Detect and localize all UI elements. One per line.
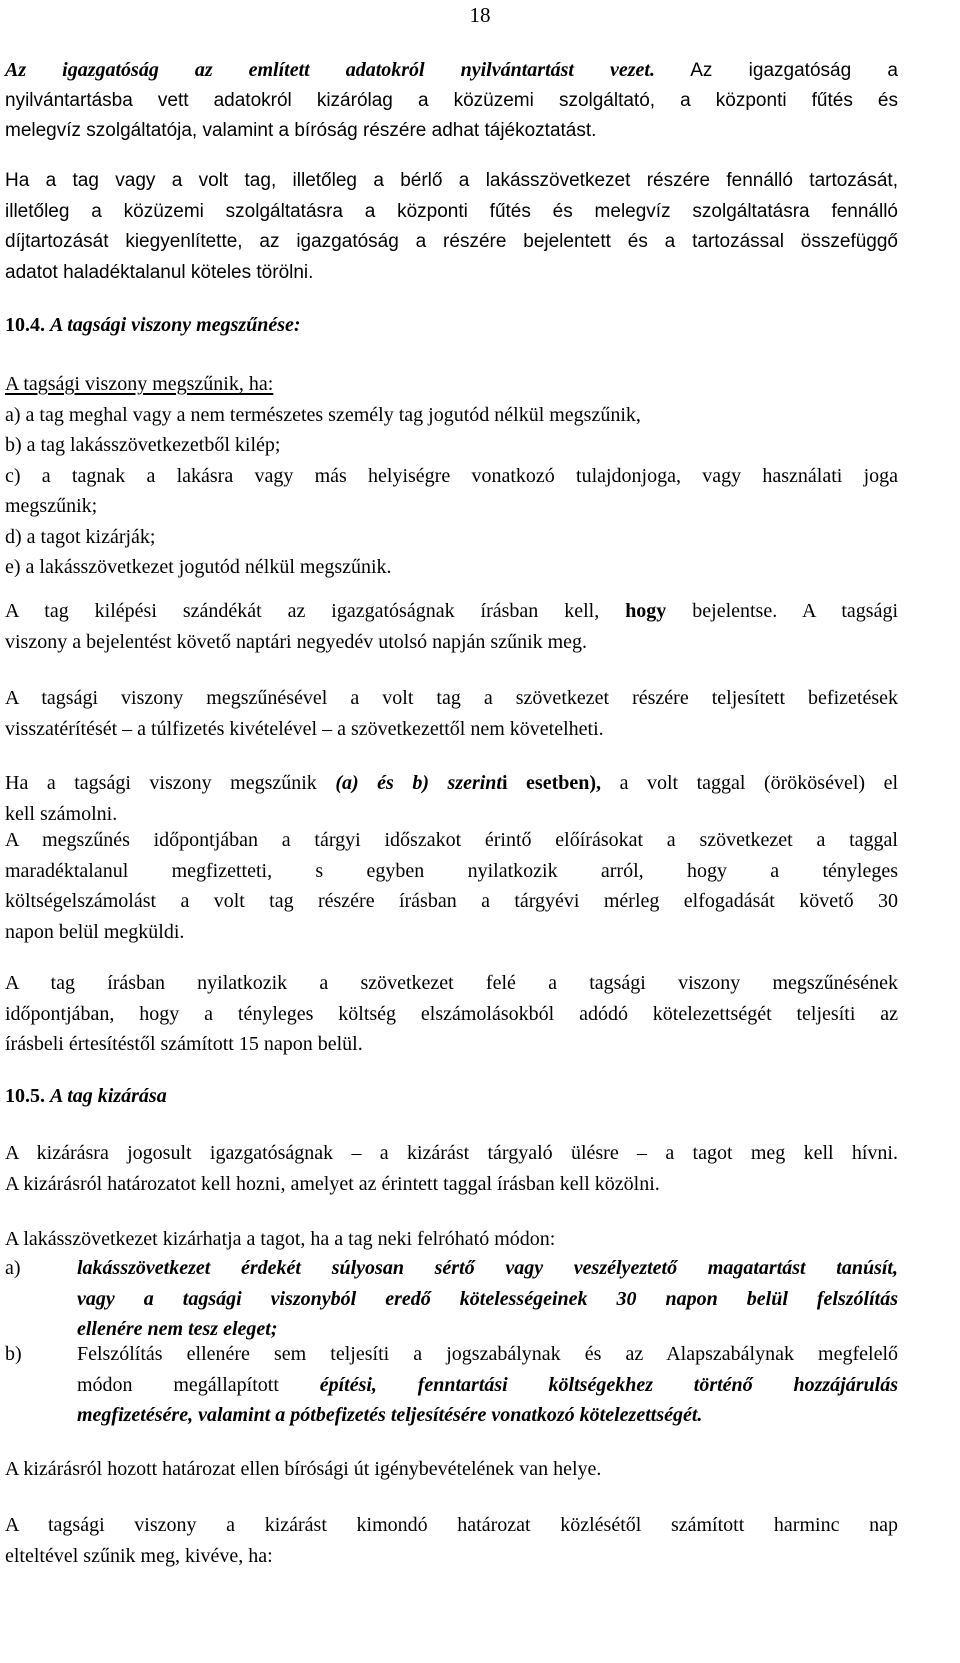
paragraph-legal-remedy: A kizárásról hozott határozat ellen bírósági út igénybevételének van helye. xyxy=(5,1458,602,1480)
paragraph-settlement: Ha a tagsági viszony megszűnik (a) és b) szerinti esetben), a volt taggal (örökösével) el kell számolni. xyxy=(5,772,899,825)
section-heading-10-4 xyxy=(5,310,898,341)
paragraph-exclusion-meeting: A kizárásra jogosult igazgatóságnak – a kizárást tárgyaló ülésre – a tagot meg kell hívni. A kizárásról határozatot kell hozni, amelyet az érintett taggal írásban kell közölni. xyxy=(5,1142,898,1195)
list-item: c) a tagnak a lakásra vagy más helyiségre vonatkozó tulajdonjoga, vagy használati joga xyxy=(5,464,898,487)
section-number: 10.4. xyxy=(5,314,45,336)
list-item: a) a tag meghal vagy a nem természetes személy tag jogutód nélkül megszűnik, xyxy=(5,403,641,426)
document-page: 18 Az igazgatóság az említett adatokról nyilvántartást vezet. Az igazgatóság a nyilvántartásba vett adatokról kizárólag a közüzemi szolgáltató, a központi fűtés és melegvíz szolgáltatója, valamint a bíróság részére adhat tájékoztatást. Ha a tag vagy a volt tag, illetőleg a bérlő a lakásszövetkezet részére fennálló tartozását, illetőleg a közüzemi szolgáltatásra a központi fűtés és melegvíz szolgáltatásra fennálló díjtartozását kiegyenlítette, az igazgatóság a részére bejelentett és a tartozással összefüggő adatot haladéktalanul köteles törölni. 10.4. A tagsági viszony megszűnése: A tagsági viszony megszűnik, ha: a) a tag meghal vagy a nem természetes személy tag jogutód nélkül megszűnik, b) a tag lakásszövetkezetből kilép; c) a tagnak a lakásra vagy más helyiségre vonatkozó tulajdonjoga, vagy használati joga megszűnik; d) a tagot kizárják; e) a lakásszövetkezet jogutód nélkül megszűnik. A tag kilépési szándékát az igazgatóságnak írásban kell, hogy bejelentse. A tagsági viszony a bejelentést követő naptári negyedév utolsó napján szűnik meg. A tagsági viszony megszűnésével a volt tag a szövetkezet részére teljesített befizetések visszatérítését – a túlfizetés kivételével – a szövetkezettől nem követelheti. Ha a tagsági viszony megszűnik (a) és b) szerinti esetben), a volt taggal (örökösével) el kell számolni. A megszűnés időpontjában a tárgyi időszakot érintő előírásokat a szövetkezet a taggal maradéktalanul megfizetteti, s egyben nyilatkozik arról, hogy a tényleges költségelszámolást a volt tag részére írásban a tárgyévi mérleg elfogadását követő 30 napon belül megküldi. A tag írásban nyilatkozik a szövetkezet felé a tagsági viszony megszűnésének időpontjában, hogy a tényleges költség elszámolásokból adódó kötelezettségét teljesíti az írásbeli értesítéstől számított 15 napon belül. 10.5. A tag kizárása A kizárásra jogosult igazgatóságnak – a kizárást tárgyaló ülésre – a tagot meg kell hívni. A kizárásról határozatot kell hozni, amelyet az érintett taggal írásban kell közölni. A lakásszövetkezet kizárhatja a tagot, ha a tag neki felróható módon: a) lakásszövetkezet érdekét súlyosan sértő vagy veszélyeztető magatartást tanúsít, vagy a tagsági viszonyból eredő kötelességeinek 30 napon belül felszólítás ellenére nem tesz eleget; b) Felszólítás ellenére sem teljesíti a jogszabálynak és az Alapszabálynak megfelelő módon megállapított építési, fenntartási költségekhez történő hozzájárulás megfizetésére, valamint a pótbefizetés teljesítésére vonatkozó kötelezettségét. A kizárásról hozott határozat ellen bírósági út igénybevételének van helye. A tagsági viszony a kizárást kimondó határozat közlésétől számított harminc nap elteltével szűnik meg, kivéve, ha: xyxy=(0,0,960,1663)
list-item: e) a lakásszövetkezet jogutód nélkül megszűnik. xyxy=(5,556,392,578)
section-title: A tagsági viszony megszűnése: xyxy=(50,314,301,336)
list-item: d) a tagot kizárják; xyxy=(5,525,156,548)
list-intro: A tagsági viszony megszűnik, ha: xyxy=(5,373,274,395)
paragraph-accounting: A megszűnés időpontjában a tárgyi időszakot érintő előírásokat a szövetkezet a taggal maradéktalanul megfizetteti, s egyben nyilatkozik arról, hogy a tényleges költségelszámolást a volt tag részére írásban a tárgyévi mérleg elfogadását követő 30 napon belül megküldi. xyxy=(5,829,898,943)
list-item-continuation: megszűnik; xyxy=(5,495,98,517)
section-title: A tag kizárása xyxy=(50,1085,167,1107)
page-number: 18 xyxy=(469,3,491,27)
list-item: b) a tag lakásszövetkezetből kilép; xyxy=(5,434,281,456)
paragraph-debt-deletion: Ha a tag vagy a volt tag, illetőleg a bérlő a lakásszövetkezet részére fennálló tartozását, illetőleg a közüzemi szolgáltatásra a központi fűtés és melegvíz szolgáltatásra fennálló díjtartozását kiegyenlítette, az igazgatóság a részére bejelentett és a tartozással összefüggő adatot haladéktalanul köteles törölni. xyxy=(5,170,898,283)
paragraph-declaration: A tag írásban nyilatkozik a szövetkezet felé a tagsági viszony megszűnésének időpontjában, hogy a tényleges költség elszámolásokból adódó kötelezettségét teljesíti az írásbeli értesítéstől számított 15 napon belül. xyxy=(5,972,898,1055)
section-heading-10-5 xyxy=(5,1081,898,1112)
termination-list xyxy=(5,369,898,583)
paragraph-exclusion-grounds: A lakásszövetkezet kizárhatja a tagot, ha a tag neki felróható módon: xyxy=(5,1228,556,1250)
bold-italic-lead: Az igazgatóság az említett adatokról nyilvántartást vezet. xyxy=(5,59,655,81)
paragraph-refund: A tagsági viszony megszűnésével a volt tag a szövetkezet részére teljesített befizetések visszatérítését – a túlfizetés kivételével – a szövetkezettől nem követelheti. xyxy=(5,687,898,740)
paragraph-register: Az igazgatóság az említett adatokról nyilvántartást vezet. Az igazgatóság a nyilvántartásba vett adatokról kizárólag a közüzemi szolgáltató, a központi fűtés és melegvíz szolgáltatója, valamint a bíróság részére adhat tájékoztatást. xyxy=(5,59,898,141)
section-number: 10.5. xyxy=(5,1085,45,1107)
paragraph-exclusion-end: A tagsági viszony a kizárást kimondó határozat közlésétől számított harminc nap elteltével szűnik meg, kivéve, ha: xyxy=(5,1514,898,1567)
paragraph-withdrawal: A tag kilépési szándékát az igazgatóságnak írásban kell, hogy bejelentse. A tagsági viszony a bejelentést követő naptári negyedév utolsó napján szűnik meg. xyxy=(5,600,898,653)
